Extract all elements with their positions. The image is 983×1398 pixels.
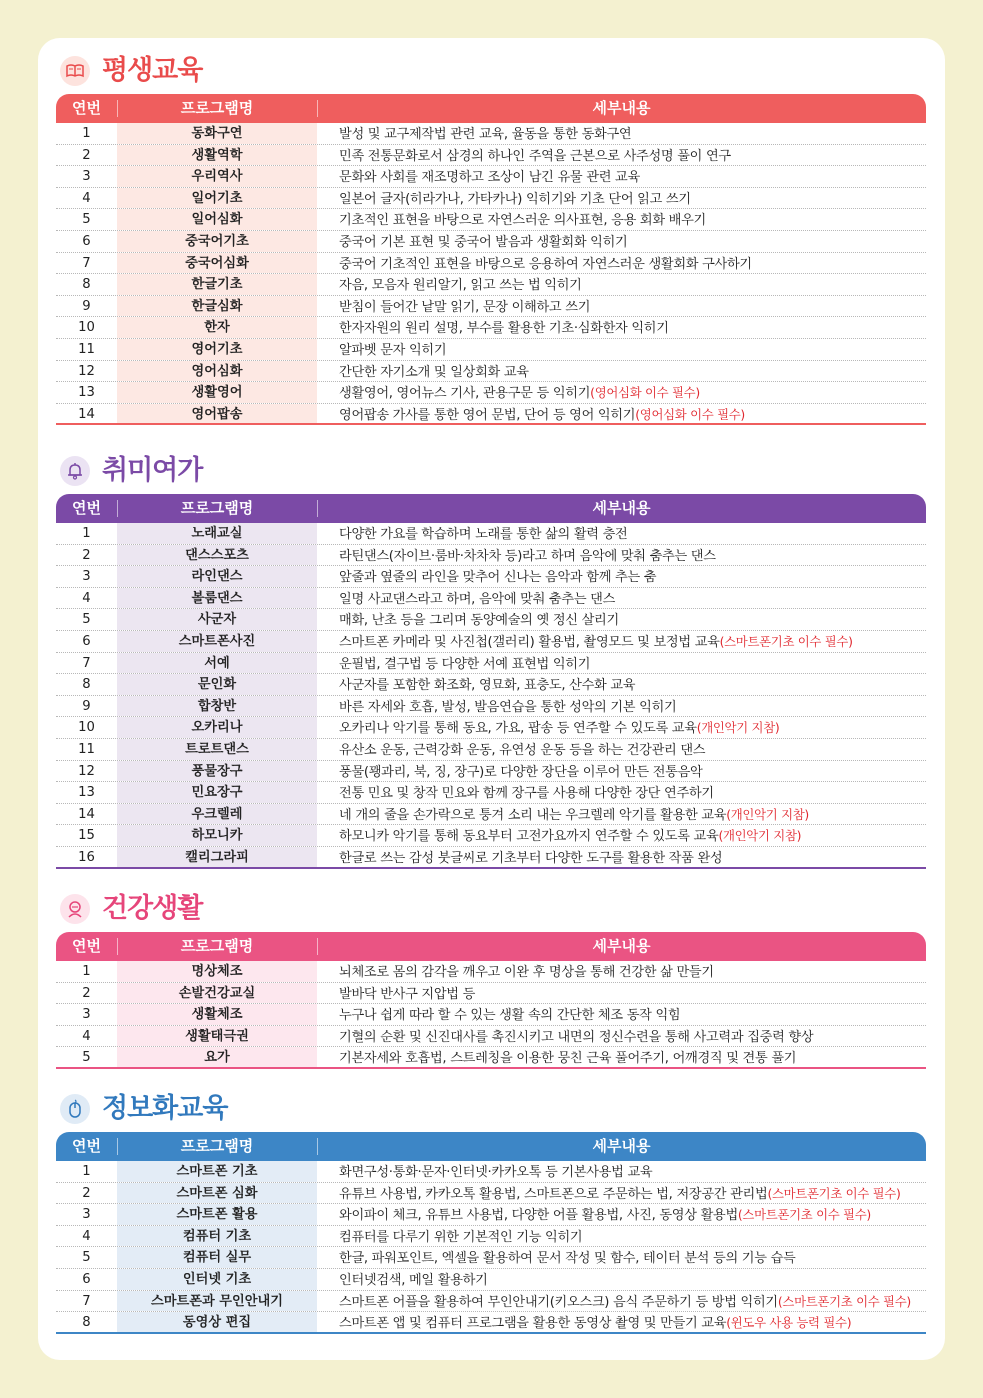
program-detail: [339, 983, 926, 1004]
section-health: [56, 890, 926, 1069]
row-number: 8: [82, 677, 91, 693]
program-name: 영어심화: [117, 361, 317, 382]
program-detail: [339, 188, 926, 209]
table-row: [56, 1004, 926, 1026]
row-number: 6: [82, 1271, 91, 1287]
program-name: 노래교실: [117, 523, 317, 544]
detail-text: 중국어 기본 표현 및 중국어 발음과 생활회화 익히기: [339, 234, 628, 250]
program-detail: [339, 1183, 926, 1204]
program-detail: [339, 317, 926, 338]
program-detail: [339, 804, 926, 825]
requirement-note: (개인악기 지참): [696, 720, 780, 736]
program-detail: [339, 825, 926, 846]
detail-text: 오카리나 악기를 통해 동요, 가요, 팝송 등 연주할 수 있도록 교육: [339, 721, 697, 737]
table-row: [56, 1247, 926, 1269]
detail-text: 앞줄과 옆줄의 라인을 맞추어 신나는 음악과 함께 추는 춤: [339, 570, 657, 586]
program-name: 풍물장구: [117, 761, 317, 782]
program-name: 우크렐레: [117, 804, 317, 825]
detail-text: 다양한 가요를 학습하며 노래를 통한 삶의 활력 충전: [339, 527, 628, 542]
detail-text: 발바닥 반사구 지압법 등: [339, 986, 476, 1002]
row-number: 2: [82, 1185, 91, 1201]
detail-text: 인터넷검색, 메일 활용하기: [339, 1272, 488, 1288]
row-number: 1: [82, 1164, 91, 1179]
detail-text: 일명 사교댄스라고 하며, 음악에 맞춰 춤추는 댄스: [339, 591, 616, 607]
program-detail: [339, 339, 926, 360]
detail-text: 스마트폰 어플을 활용하여 무인안내기(키오스크) 음식 주문하기 등 방법 익히기: [339, 1294, 778, 1310]
detail-text: 매화, 난초 등을 그리며 동양예술의 옛 정신 살리기: [339, 613, 619, 629]
row-number: 16: [78, 849, 95, 865]
detail-text: 유튜브 사용법, 카카오톡 활용법, 스마트폰으로 주문하는 법, 저장공간 관리법: [339, 1186, 768, 1202]
table-body: [56, 961, 926, 1069]
program-name: 스마트폰 활용: [117, 1204, 317, 1225]
detail-text: 스마트폰 앱 및 컴퓨터 프로그램을 활용한 동영상 촬영 및 만들기 교육: [339, 1316, 727, 1332]
row-number: 8: [82, 1315, 91, 1331]
program-name: 컴퓨터 실무: [117, 1247, 317, 1268]
table-row: [56, 253, 926, 275]
requirement-note: (영어심화 이수 필수): [590, 385, 700, 401]
detail-text: 영어팝송 가사를 통한 영어 문법, 단어 등 영어 익히기: [339, 407, 636, 423]
program-detail: [339, 631, 926, 652]
row-number: 7: [82, 655, 91, 671]
program-name: 볼룸댄스: [117, 588, 317, 609]
header-detail: 세부내용: [592, 99, 651, 117]
program-detail: [339, 847, 926, 867]
program-detail: [339, 1161, 926, 1182]
table-row: [56, 1204, 926, 1226]
program-detail: [339, 123, 926, 144]
header-no: 연번: [72, 99, 101, 117]
program-detail: [339, 166, 926, 187]
table-row: [56, 274, 926, 296]
header-program: 프로그램명: [180, 99, 254, 117]
section-hobby: [56, 452, 926, 869]
header-program: 프로그램명: [180, 1137, 254, 1155]
table-row: [56, 545, 926, 567]
program-detail: [339, 717, 926, 738]
program-name: 영어기초: [117, 339, 317, 360]
detail-text: 민족 전통문화로서 삼경의 하나인 주역을 근본으로 사주성명 풀이 연구: [339, 148, 731, 164]
detail-text: 발성 및 교구제작법 관련 교육, 율동을 통한 동화구연: [339, 127, 632, 142]
program-detail: [339, 523, 926, 544]
program-detail: [339, 1047, 926, 1067]
detail-text: 기초적인 표현을 바탕으로 자연스러운 의사표현, 응용 회화 배우기: [339, 213, 706, 229]
table-row: [56, 231, 926, 253]
program-name: 댄스스포츠: [117, 545, 317, 566]
program-detail: [339, 696, 926, 717]
detail-text: 풍물(꽹과리, 북, 징, 장구)로 다양한 장단을 이루어 만든 전통음악: [339, 764, 703, 780]
program-name: 스마트폰 기초: [117, 1161, 317, 1182]
program-detail: [339, 404, 926, 424]
program-name: 생활역학: [117, 145, 317, 166]
row-number: 9: [82, 298, 91, 314]
table-row: [56, 1047, 926, 1069]
table-row: [56, 739, 926, 761]
row-number: 5: [82, 1250, 91, 1266]
row-number: 1: [82, 526, 91, 541]
detail-text: 사군자를 포함한 화조화, 영묘화, 표충도, 산수화 교육: [339, 678, 636, 694]
row-number: 9: [82, 698, 91, 714]
row-number: 3: [82, 1007, 91, 1023]
table-row: [56, 1161, 926, 1183]
detail-text: 생활영어, 영어뉴스 기사, 관용구문 등 익히기: [339, 386, 591, 402]
table-row: [56, 145, 926, 167]
detail-text: 간단한 자기소개 및 일상회화 교육: [339, 364, 529, 380]
table-row: [56, 404, 926, 426]
program-name: 중국어심화: [117, 253, 317, 274]
table-row: [56, 1226, 926, 1248]
section-title: 평생교육: [102, 55, 203, 86]
row-number: 12: [78, 363, 95, 379]
bell-icon: [60, 456, 90, 486]
row-number: 14: [78, 806, 95, 822]
program-name: 손발건강교실: [117, 983, 317, 1004]
detail-text: 운필법, 결구법 등 다양한 서예 표현법 익히기: [339, 656, 591, 672]
row-number: 2: [82, 985, 91, 1001]
table-row: [56, 317, 926, 339]
program-name: 합창반: [117, 696, 317, 717]
header-program: 프로그램명: [180, 499, 254, 517]
table-row: [56, 782, 926, 804]
requirement-note: (개인악기 지참): [718, 828, 802, 844]
table-row: [56, 523, 926, 545]
program-name: 사군자: [117, 609, 317, 630]
program-detail: [339, 1247, 926, 1268]
program-detail: [339, 566, 926, 587]
program-detail: [339, 1291, 926, 1312]
row-number: 2: [82, 547, 91, 563]
table-body: [56, 1161, 926, 1334]
detail-text: 기본자세와 호흡법, 스트레칭을 이용한 뭉친 근육 풀어주기, 어깨경직 및 견통 풀기: [339, 1051, 797, 1067]
detail-text: 자음, 모음자 원리알기, 읽고 쓰는 법 익히기: [339, 278, 582, 294]
row-number: 3: [82, 1207, 91, 1223]
table-row: [56, 1291, 926, 1313]
requirement-note: (스마트폰기초 이수 필수): [719, 633, 853, 649]
program-detail: [339, 782, 926, 803]
row-number: 6: [82, 233, 91, 249]
section-it: [56, 1090, 926, 1334]
program-name: 동영상 편집: [117, 1312, 317, 1332]
table-row: [56, 609, 926, 631]
program-name: 스마트폰사진: [117, 631, 317, 652]
row-number: 11: [78, 341, 95, 357]
person-icon: [60, 894, 90, 924]
program-name: 생활체조: [117, 1004, 317, 1025]
program-name: 스마트폰과 무인안내기: [117, 1291, 317, 1312]
row-number: 11: [78, 741, 95, 757]
header-detail: 세부내용: [592, 937, 651, 955]
program-detail: [339, 761, 926, 782]
table-row: [56, 1269, 926, 1291]
detail-text: 스마트폰 카메라 및 사진첩(갤러리) 활용법, 촬영모드 및 보정법 교육: [339, 634, 720, 650]
program-name: 한글심화: [117, 296, 317, 317]
header-detail: 세부내용: [592, 499, 651, 517]
program-name: 스마트폰 심화: [117, 1183, 317, 1204]
row-number: 7: [82, 1293, 91, 1309]
row-number: 13: [78, 385, 95, 401]
header-program: 프로그램명: [180, 937, 254, 955]
row-number: 14: [78, 406, 95, 422]
table-row: [56, 674, 926, 696]
program-name: 생활태극권: [117, 1026, 317, 1047]
section-title: 정보화교육: [102, 1093, 228, 1124]
section-title-row: [56, 452, 926, 494]
detail-text: 전통 민요 및 창작 민요와 함께 장구를 사용해 다양한 장단 연주하기: [339, 786, 714, 802]
requirement-note: (스마트폰기초 이수 필수): [767, 1185, 901, 1201]
table-body: [56, 523, 926, 869]
row-number: 3: [82, 569, 91, 585]
program-name: 민요장구: [117, 782, 317, 803]
table-row: [56, 653, 926, 675]
row-number: 12: [78, 763, 95, 779]
table-row: [56, 166, 926, 188]
row-number: 5: [82, 1050, 91, 1066]
program-detail: [339, 588, 926, 609]
detail-text: 네 개의 줄을 손가락으로 퉁겨 소리 내는 우크렐레 악기를 활용한 교육: [339, 807, 727, 823]
detail-text: 한자자원의 원리 설명, 부수를 활용한 기초·심화한자 익히기: [339, 321, 669, 337]
program-name: 인터넷 기초: [117, 1269, 317, 1290]
program-name: 하모니카: [117, 825, 317, 846]
detail-text: 하모니카 악기를 통해 동요부터 고전가요까지 연주할 수 있도록 교육: [339, 829, 719, 845]
header-no: 연번: [72, 937, 101, 955]
detail-text: 유산소 운동, 근력강화 운동, 유연성 운동 등을 하는 건강관리 댄스: [339, 742, 706, 758]
row-number: 1: [82, 964, 91, 979]
program-name: 일어기초: [117, 188, 317, 209]
program-detail: [339, 253, 926, 274]
row-number: 10: [78, 720, 95, 736]
section-title-row: [56, 890, 926, 932]
program-name: 동화구연: [117, 123, 317, 144]
program-detail: [339, 274, 926, 295]
program-name: 오카리나: [117, 717, 317, 738]
header-no: 연번: [72, 1137, 101, 1155]
row-number: 3: [82, 169, 91, 185]
requirement-note: (스마트폰기초 이수 필수): [777, 1293, 911, 1309]
program-detail: [339, 739, 926, 760]
section-title-row: [56, 1090, 926, 1132]
table-row: [56, 983, 926, 1005]
table-row: [56, 1312, 926, 1334]
row-number: 5: [82, 212, 91, 228]
detail-text: 와이파이 체크, 유튜브 사용법, 다양한 어플 활용법, 사진, 동영상 활용법: [339, 1208, 738, 1224]
program-detail: [339, 674, 926, 695]
program-detail: [339, 1004, 926, 1025]
detail-text: 바른 자세와 호흡, 발성, 발음연습을 통한 성악의 기본 익히기: [339, 699, 677, 715]
header-no: 연번: [72, 499, 101, 517]
program-detail: [339, 382, 926, 403]
program-detail: [339, 296, 926, 317]
table-row: [56, 361, 926, 383]
detail-text: 누구나 쉽게 따라 할 수 있는 생활 속의 간단한 체조 동작 익힘: [339, 1008, 681, 1024]
program-name: 영어팝송: [117, 404, 317, 424]
program-detail: [339, 361, 926, 382]
detail-text: 중국어 기초적인 표현을 바탕으로 응용하여 자연스러운 생활회화 구사하기: [339, 256, 752, 272]
program-detail: [339, 961, 926, 982]
requirement-note: (개인악기 지참): [726, 806, 809, 822]
program-detail: [339, 1269, 926, 1290]
table-row: [56, 123, 926, 145]
requirement-note: (스마트폰기초 이수 필수): [737, 1207, 871, 1223]
row-number: 1: [82, 126, 91, 141]
table-row: [56, 566, 926, 588]
program-name: 우리역사: [117, 166, 317, 187]
table-header: [56, 1132, 926, 1161]
program-name: 한자: [117, 317, 317, 338]
table-row: [56, 339, 926, 361]
program-detail: [339, 231, 926, 252]
table-header: [56, 932, 926, 961]
detail-text: 라틴댄스(자이브·룸바·차차차 등)라고 하며 음악에 맞춰 춤추는 댄스: [339, 548, 716, 564]
program-name: 문인화: [117, 674, 317, 695]
detail-text: 뇌체조로 몸의 감각을 깨우고 이완 후 명상을 통해 건강한 삶 만들기: [339, 965, 714, 980]
table-header: [56, 494, 926, 523]
table-row: [56, 825, 926, 847]
table-row: [56, 188, 926, 210]
program-detail: [339, 545, 926, 566]
section-lifelong: [56, 52, 926, 425]
program-detail: [339, 1204, 926, 1225]
section-title: 취미여가: [102, 455, 203, 486]
requirement-note: (영어심화 이수 필수): [635, 406, 745, 422]
program-detail: [339, 145, 926, 166]
row-number: 4: [82, 1028, 91, 1044]
program-name: 서예: [117, 653, 317, 674]
book-icon: [60, 56, 90, 86]
requirement-note: (윈도우 사용 능력 필수): [726, 1315, 852, 1331]
program-name: 캘리그라피: [117, 847, 317, 867]
mouse-icon: [60, 1094, 90, 1124]
table-row: [56, 1183, 926, 1205]
table-row: [56, 209, 926, 231]
program-name: 트로트댄스: [117, 739, 317, 760]
section-title-row: [56, 52, 926, 94]
program-detail: [339, 1312, 926, 1332]
program-name: 일어심화: [117, 209, 317, 230]
table-row: [56, 804, 926, 826]
table-row: [56, 588, 926, 610]
table-row: [56, 1026, 926, 1048]
program-name: 생활영어: [117, 382, 317, 403]
detail-text: 일본어 글자(히라가나, 가타카나) 익히기와 기초 단어 읽고 쓰기: [339, 191, 691, 207]
program-detail: [339, 1026, 926, 1047]
table-body: [56, 123, 926, 425]
row-number: 13: [78, 785, 95, 801]
program-detail: [339, 1226, 926, 1247]
table-row: [56, 296, 926, 318]
table-row: [56, 631, 926, 653]
detail-text: 화면구성·통화·문자·인터넷·카카오톡 등 기본사용법 교육: [339, 1165, 653, 1180]
row-number: 8: [82, 277, 91, 293]
program-name: 컴퓨터 기초: [117, 1226, 317, 1247]
detail-text: 받침이 들어간 낱말 읽기, 문장 이해하고 쓰기: [339, 299, 591, 315]
program-name: 중국어기초: [117, 231, 317, 252]
detail-text: 문화와 사회를 재조명하고 조상이 남긴 유물 관련 교육: [339, 170, 640, 186]
row-number: 6: [82, 633, 91, 649]
table-row: [56, 717, 926, 739]
detail-text: 한글, 파워포인트, 엑셀을 활용하여 문서 작성 및 함수, 테이터 분석 등의 기능 습득: [339, 1251, 796, 1267]
table-header: [56, 94, 926, 123]
program-name: 라인댄스: [117, 566, 317, 587]
table-row: [56, 761, 926, 783]
detail-text: 한글로 쓰는 감성 붓글씨로 기초부터 다양한 도구를 활용한 작품 완성: [339, 850, 723, 866]
table-row: [56, 961, 926, 983]
row-number: 4: [82, 190, 91, 206]
section-title: 건강생활: [102, 893, 203, 924]
program-detail: [339, 653, 926, 674]
program-name: 한글기초: [117, 274, 317, 295]
program-name: 요가: [117, 1047, 317, 1067]
row-number: 4: [82, 590, 91, 606]
program-name: 명상체조: [117, 961, 317, 982]
table-row: [56, 847, 926, 869]
header-detail: 세부내용: [592, 1137, 651, 1155]
detail-text: 기혈의 순환 및 신진대사를 촉진시키고 내면의 정신수련을 통해 사고력과 집중력 향상: [339, 1029, 814, 1045]
detail-text: 컴퓨터를 다루기 위한 기본적인 기능 익히기: [339, 1229, 583, 1245]
table-row: [56, 382, 926, 404]
program-detail: [339, 609, 926, 630]
row-number: 2: [82, 147, 91, 163]
row-number: 7: [82, 255, 91, 271]
table-row: [56, 696, 926, 718]
program-detail: [339, 209, 926, 230]
row-number: 10: [78, 320, 95, 336]
row-number: 5: [82, 612, 91, 628]
row-number: 15: [78, 828, 95, 844]
detail-text: 알파벳 문자 익히기: [339, 342, 447, 358]
row-number: 4: [82, 1228, 91, 1244]
